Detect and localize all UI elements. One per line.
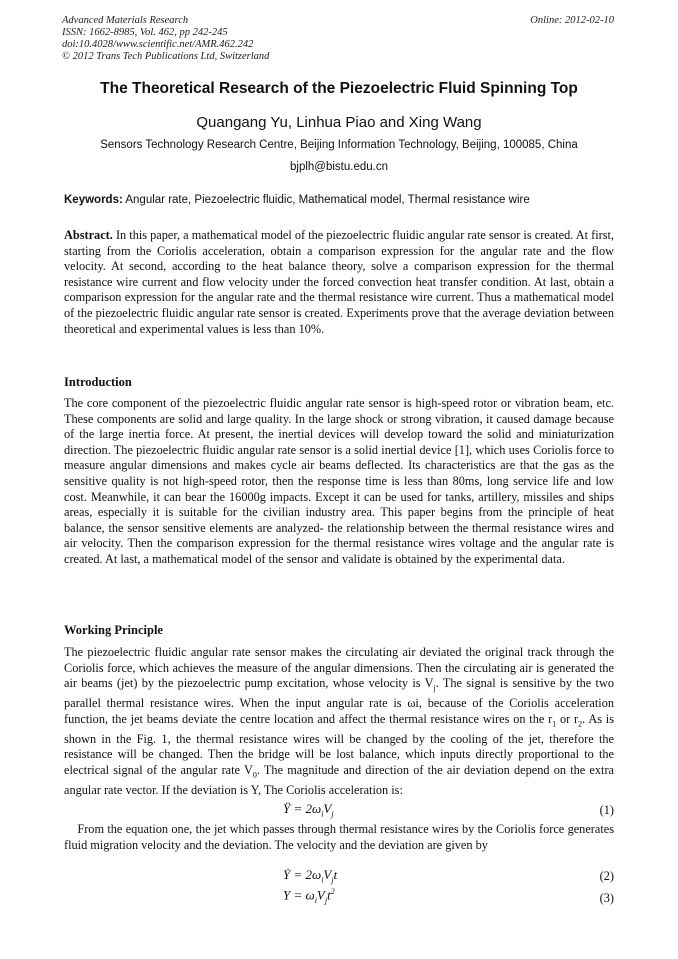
journal-meta xyxy=(62,15,269,63)
issn-line: ISSN: 1662-8985, Vol. 462, pp 242-245 xyxy=(62,27,228,38)
equation-1: Ÿ = $2\omega_iV_j$ xyxy=(283,801,334,819)
keywords xyxy=(64,194,530,206)
equation-2: Ẏ = $2\omega_iV_jt$ xyxy=(283,867,338,885)
keywords-label: Keywords: xyxy=(64,194,123,206)
author-email: bjplh@bistu.edu.cn xyxy=(290,161,388,173)
authors: Quangang Yu, Linhua Piao and Xing Wang xyxy=(196,114,482,131)
abstract xyxy=(64,228,614,337)
introduction-text: The core component of the piezoelectric fluidic angular rate sensor is high-speed rotor or vibration beam, etc. These components are solid and large quality. In the large shock or strong vibration, it caused damage because of the large inertia force. At present, the inertial devices will develop toward the solid and miniaturization direction. The piezoelectric fluidic angular rate sensor is a solid inertial device [1], which uses Coriolis force to measure angular dimensions and makes cycle air beams deflected. Its characteristics are that the gas as the sensitive quality is not high-speed rotor, then the response time is less than 80ms, long service life and low cost. Meanwhile, it can bear the 16000g impacts. Except it can be used for tanks, artillery, missiles and ships areas, especially it is suitable for the civilian industry area. This paper begins from the principle of heat balance, the sensor sensitive elements are analyzed- the relationship between the thermal resistance wires and air velocity. Then the comparison expression for the thermal resistance wires voltage and the angular rate is created. At last, a mathematical model of the sensor and validate is obtained by the experimental data. xyxy=(64,396,614,566)
equation-number-3: (3) xyxy=(599,891,614,905)
keywords-text: Angular rate, Piezoelectric fluidic, Mathematical model, Thermal resistance wire xyxy=(125,194,530,206)
working-principle-paragraph-2: From the equation one, the jet which passes through thermal resistance wires by the Coriolis force generates fluid migration velocity and the deviation. The velocity and the deviation are given by xyxy=(64,822,615,852)
abstract-text: In this paper, a mathematical model of the piezoelectric fluidic angular rate sensor is created. At first, starting from the Coriolis acceleration, obtain a comparison expression for the angular rate and the flow velocity. At second, according to the heat balance theory, solve a comparison expression for the thermal resistance wire current and flow velocity under the forced convection heat transfer condition. At last, obtain a comparison expression for the angular rate and the thermal resistance wire current. Thus a mathematical model of the piezoelectric fluidic angular rate sensor is created. Experiments prove that the average deviation between theoretical and experimental values is less than 10%. xyxy=(64,228,614,336)
equation-3: $Y = \omega_iV_jt^2$ xyxy=(283,887,335,905)
abstract-label: Abstract. xyxy=(64,228,113,242)
section-heading-introduction: Introduction xyxy=(64,375,132,389)
doi-line: doi:10.4028/www.scientific.net/AMR.462.242 xyxy=(62,39,254,50)
online-date: Online: 2012-02-10 xyxy=(530,15,614,26)
working-principle-text: The piezoelectric fluidic angular rate sensor makes the circulating air deviated the original track through the Coriolis force, which achieves the measure of the angular dimensions. Then the circulating air is generated the air beams (jet) by the piezoelectric pump excitation, whose velocity is $V_j$. The signal is sensitive by the two parallel thermal resistance wires. When the input angular rate is ωi, because of the Coriolis acceleration function, the jet beams deviate the centre location and affect the thermal resistance wires on the $r_1$ or $r_2$. As is shown in the Fig. 1, the thermal resistance wires will be changed by the cooling of the jet, therefore the resistance will be changed. Then the bridge will be lost balance, which inputs directly proportional to the electrical signal of the angular rate $V_0$. The magnitude and direction of the air deviation depend on the extra angular rate vector. If the deviation is Y, The Coriolis acceleration is: xyxy=(64,645,614,798)
equation-number-2: (2) xyxy=(599,869,614,883)
copyright-line: © 2012 Trans Tech Publications Ltd, Switzerland xyxy=(62,51,270,62)
equation-number-1: (1) xyxy=(599,803,614,817)
paper-title: The Theoretical Research of the Piezoelectric Fluid Spinning Top xyxy=(100,80,578,97)
section-heading-working-principle: Working Principle xyxy=(64,623,163,637)
affiliation: Sensors Technology Research Centre, Beijing Information Technology, Beijing, 100085, China xyxy=(100,139,578,151)
journal-name: Advanced Materials Research xyxy=(62,15,189,26)
